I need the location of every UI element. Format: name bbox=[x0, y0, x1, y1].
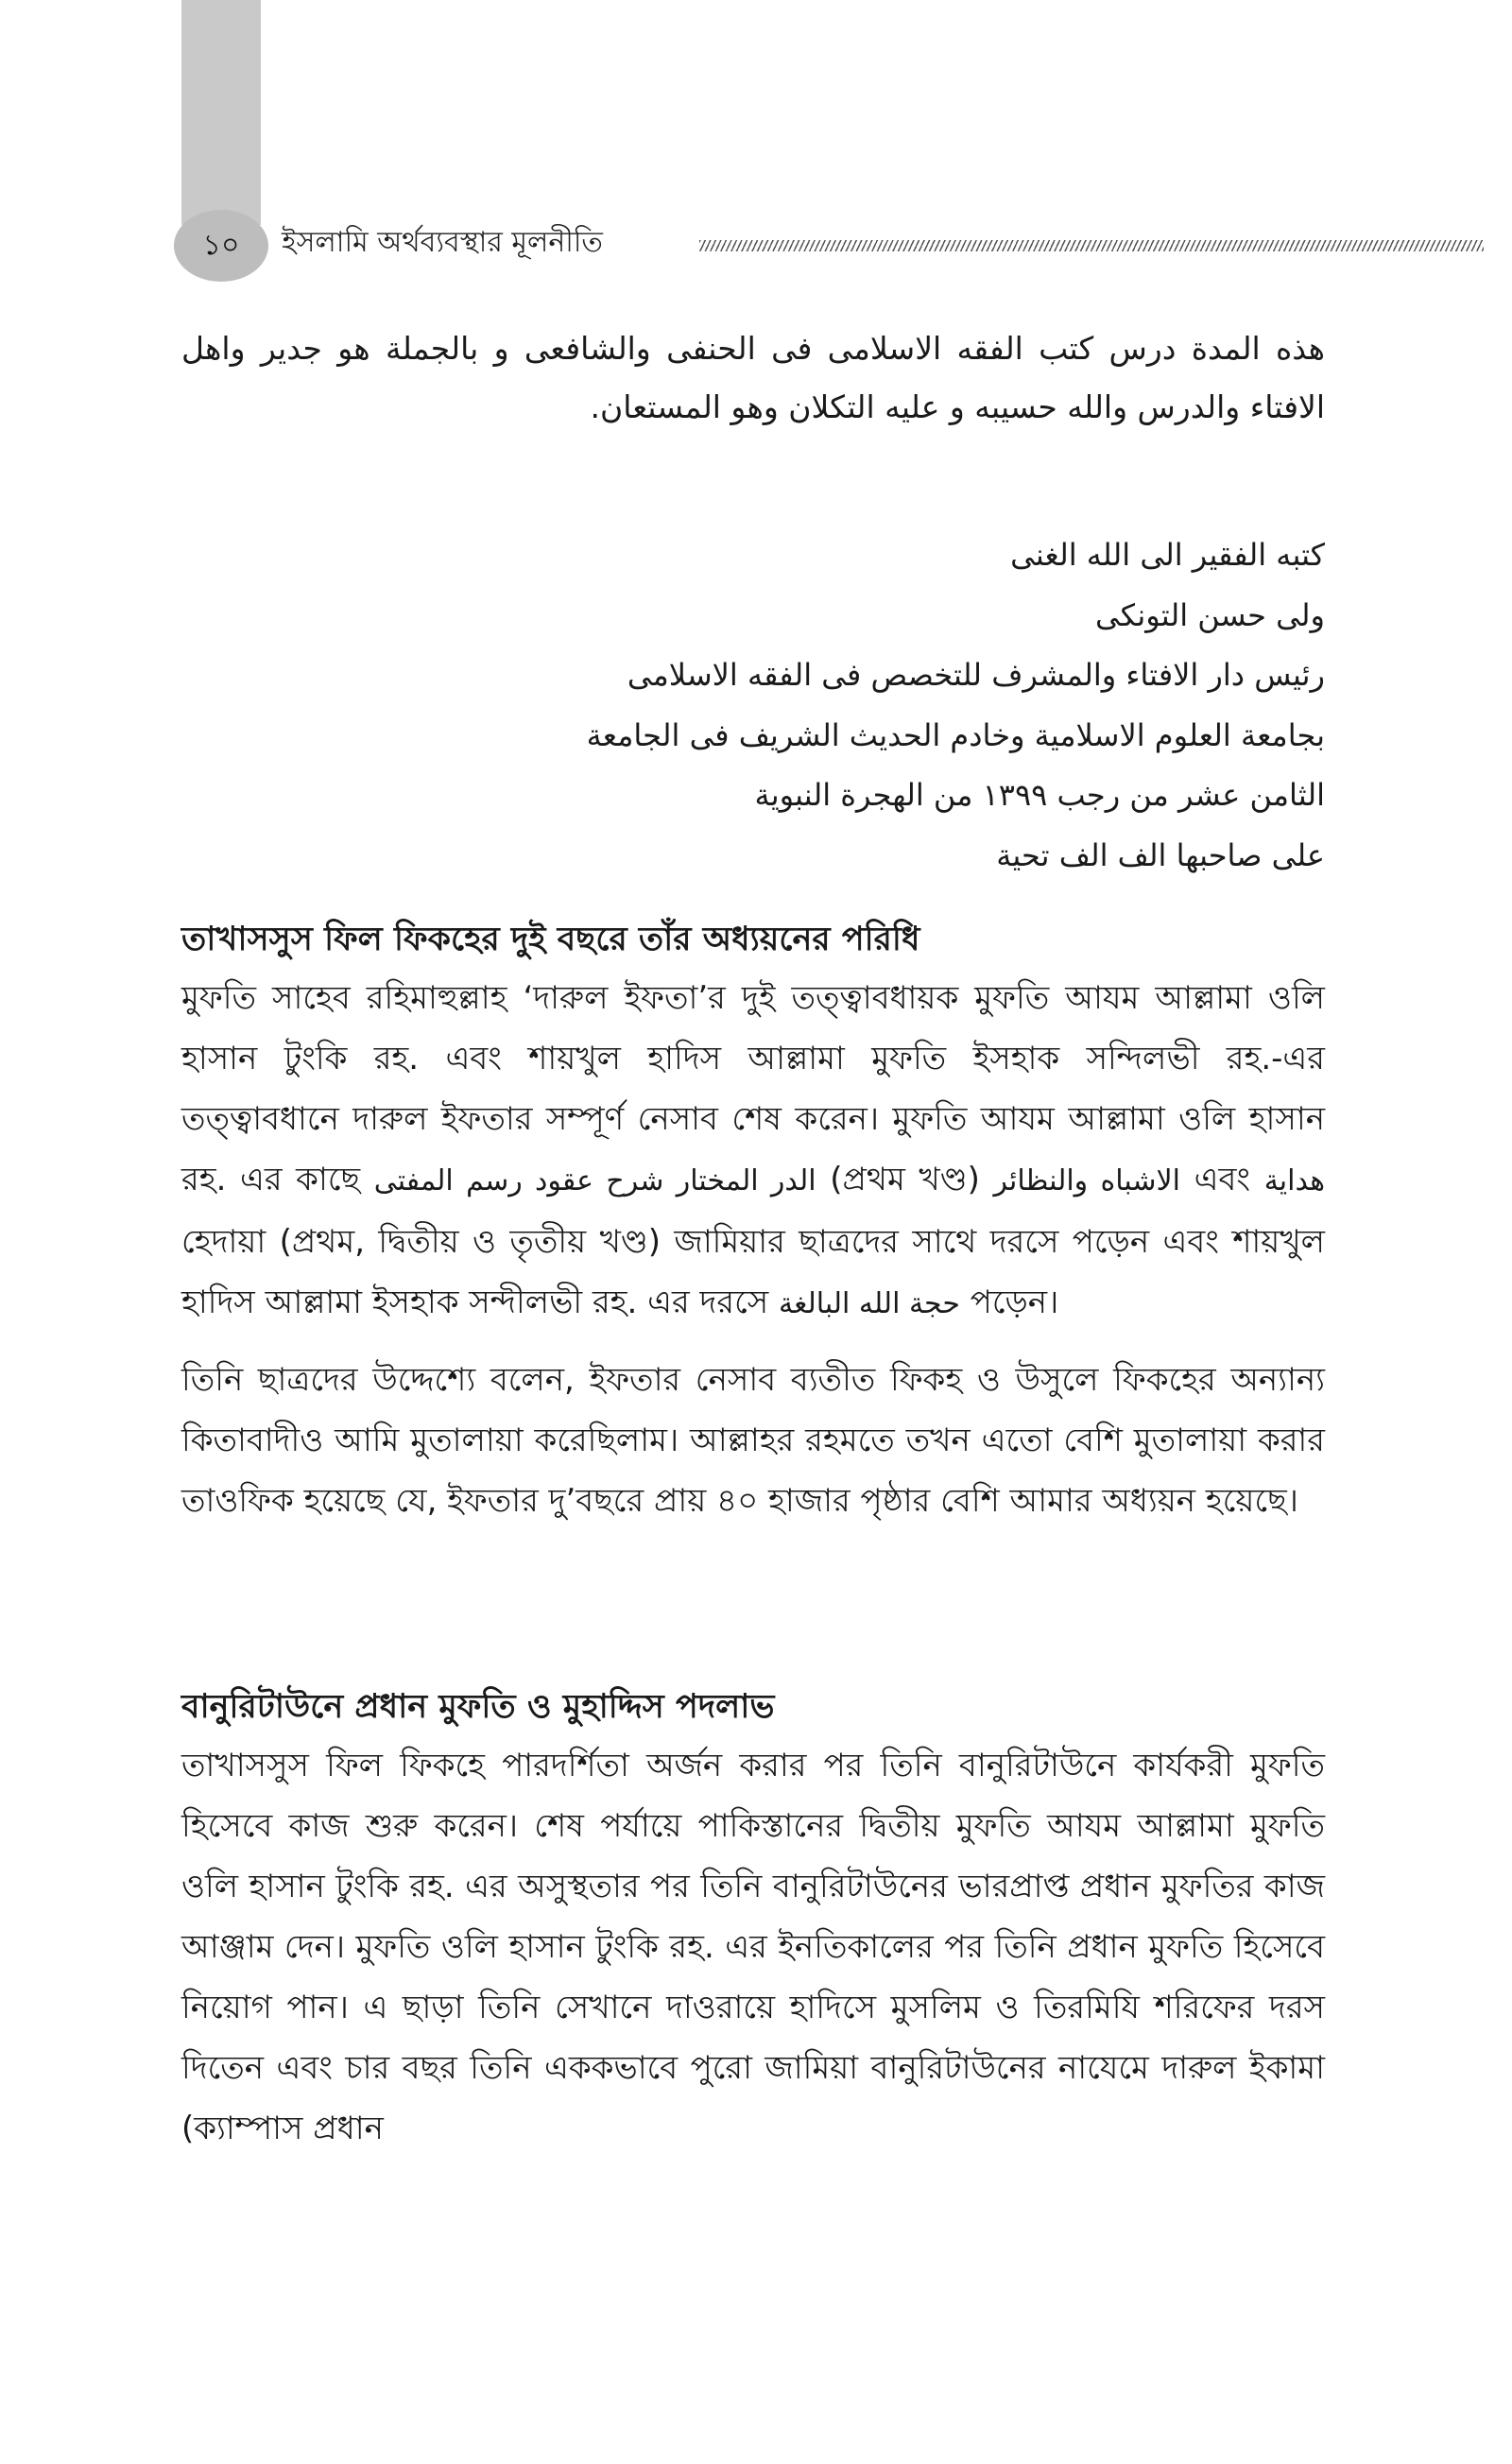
page-tab bbox=[181, 0, 261, 225]
arabic-intro: هذه المدة درس كتب الفقه الاسلامى فى الحنفى والشافعى و بالجملة هو جدير واهل الافتاء والدرس والله حسيبه و عليه التكلان وهو المستعان. bbox=[181, 330, 1325, 425]
signature-line: رئيس دار الافتاء والمشرف للتخصص فى الفقه الاسلامى bbox=[627, 657, 1325, 693]
paragraph: তিনি ছাত্রদের উদ্দেশ্যে বলেন, ইফতার নেসাব ব্যতীত ফিকহ ও উসুলে ফিকহের অন্যান্য কিতাবাদীও আমি মুতালায়া করেছিলাম। আল্লাহর রহমতে তখন এতো বেশি মুতালায়া করার তাওফিক হয়েছে যে, ইফতার দু’বছরে প্রায় ৪০ হাজার পৃষ্ঠার বেশি আমার অধ্যয়ন হয়েছে। bbox=[181, 1361, 1325, 1520]
arabic-inline: الاشباه والنظائر bbox=[993, 1164, 1180, 1198]
signature-line: على صاحبها الف الف تحية bbox=[996, 836, 1325, 873]
text-run: হেদায়া (প্রথম, দ্বিতীয় ও তৃতীয় খণ্ড) জামিয়ার ছাত্রদের সাথে দরসে পড়েন এবং শায়খুল হাদিস আল্লামা ইসহাক সন্দীলভী রহ. এর দরসে bbox=[181, 1223, 1325, 1321]
section1-body bbox=[181, 968, 1325, 1531]
paragraph: তাখাসসুস ফিল ফিকহে পারদর্শিতা অর্জন করার পর তিনি বানুরিটাউনে কার্যকরী মুফতি হিসেবে কাজ শুরু করেন। শেষ পর্যায়ে পাকিস্তানের দ্বিতীয় মুফতি আযম আল্লামা মুফতি ওলি হাসান টুংকি রহ. এর অসুস্থতার পর তিনি বানুরিটাউনের ভারপ্রাপ্ত প্রধান মুফতির কাজ আঞ্জাম দেন। মুফতি ওলি হাসান টুংকি রহ. এর ইনতিকালের পর তিনি প্রধান মুফতি হিসেবে নিয়োগ পান। এ ছাড়া তিনি সেখানে দাওরায়ে হাদিসে মুসলিম ও তিরমিযি শরিফের দরস দিতেন এবং চার বছর তিনি এককভাবে পুরো জামিয়া বানুরিটাউনের নাযেমে দারুল ইকামা (ক্যাম্পাস প্রধান bbox=[181, 1747, 1325, 2147]
text-run: পড়েন। bbox=[970, 1284, 1059, 1321]
text-run: মুফতি সাহেব রহিমাহুল্লাহ ‘দারুল ইফতা’র দুই তত্ত্বাবধায়ক মুফতি আযম আল্লামা ওলি হাসান টুংকি রহ. এবং শায়খুল হাদিস আল্লামা মুফতি ইসহাক সন্দিলভী রহ.-এর তত্ত্বাবধানে দারুল ইফতার সম্পূর্ণ নেসাব শেষ করেন। মুফতি আযম আল্লামা ওলি হাসান রহ. এর কাছে bbox=[181, 979, 1325, 1198]
section-heading: তাখাসসুস ফিল ফিকহের দুই বছরে তাঁর অধ্যয়নের পরিধি bbox=[181, 921, 920, 958]
signature-line: بجامعة العلوم الاسلامية وخادم الحديث الشريف فى الجامعة bbox=[586, 716, 1325, 753]
signature-line: الثامن عشر من رجب ١٣٩٩ من الهجرة النبوية bbox=[754, 777, 1325, 813]
arabic-inline: حجة الله البالغة bbox=[779, 1287, 960, 1320]
signature-block bbox=[587, 526, 1325, 886]
signature-line: ولى حسن التونكى bbox=[1095, 596, 1325, 633]
header-rule bbox=[699, 240, 1484, 251]
running-title: ইসলামি অর্থব্যবস্থার মূলনীতি bbox=[282, 226, 603, 259]
arabic-inline: الدر المختار شرح عقود رسم المفتى bbox=[373, 1164, 816, 1198]
section-heading: বানুরিটাউনে প্রধান মুফতি ও মুহাদ্দিস পদলাভ bbox=[181, 1688, 775, 1726]
arabic-inline: هداية bbox=[1263, 1164, 1326, 1198]
text-run: এবং bbox=[1194, 1161, 1251, 1198]
text-run: (প্রথম খণ্ড) bbox=[830, 1161, 980, 1198]
section2-body bbox=[181, 1735, 1325, 2159]
paragraph bbox=[181, 968, 1325, 1335]
signature-line: كتبه الفقير الى الله الغنى bbox=[1010, 537, 1325, 573]
page-number: ১০ bbox=[174, 210, 268, 282]
